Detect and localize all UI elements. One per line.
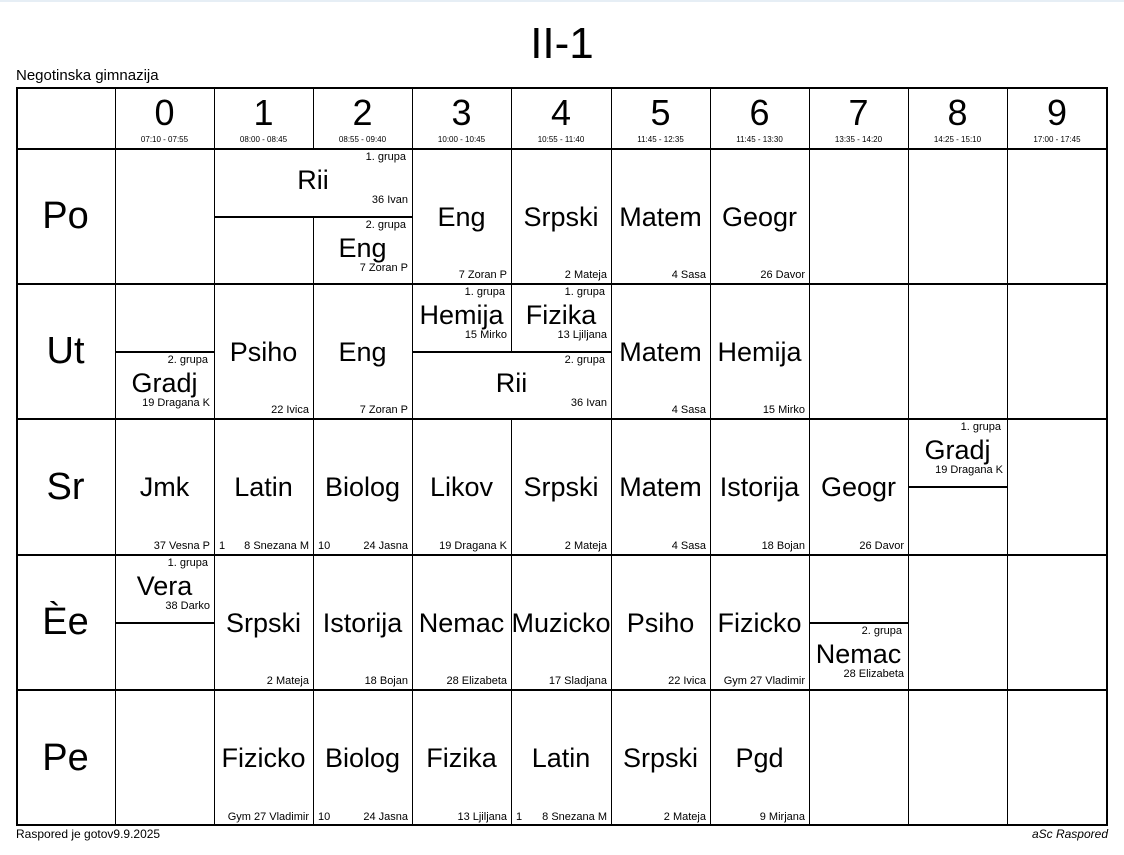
- lesson-subject: Nemac: [418, 607, 505, 638]
- lesson-subject: Psiho: [626, 607, 695, 638]
- lesson-room-teacher: 15 Mirko: [464, 329, 507, 342]
- lesson-subject: Pgd: [735, 743, 784, 773]
- lesson-subject: Gradj: [924, 435, 991, 466]
- period-number: 6: [749, 92, 770, 133]
- period-time: 10:00 - 10:45: [437, 135, 486, 144]
- period-time: 08:00 - 08:45: [239, 135, 288, 144]
- lesson-cell[interactable]: [511, 284, 611, 352]
- lesson-cell[interactable]: [809, 419, 908, 555]
- period-header-8: [908, 87, 1007, 149]
- lesson-room-teacher: 7 Zoran P: [359, 404, 408, 416]
- lesson-cell[interactable]: [908, 419, 1007, 487]
- lesson-room-teacher: 26 Davor: [760, 269, 805, 281]
- lesson-room-teacher: 7 Zoran P: [458, 269, 507, 281]
- grid-col-line: [1007, 87, 1008, 826]
- lesson-cell[interactable]: [214, 149, 412, 217]
- lesson-room-teacher: Gym 27 Vladimir: [723, 675, 805, 687]
- lesson-room-teacher: 15 Mirko: [762, 404, 805, 416]
- lesson-group: 2. grupa: [167, 354, 208, 366]
- period-number: 2: [352, 92, 373, 133]
- period-number: 0: [154, 92, 175, 133]
- lesson-subject: Istorija: [322, 607, 403, 638]
- lesson-room-teacher: 2 Mateja: [564, 540, 607, 552]
- period-header-5: [611, 87, 710, 149]
- lesson-cell[interactable]: [214, 284, 313, 419]
- lesson-subject: Eng: [338, 232, 387, 263]
- period-number: 5: [650, 92, 671, 133]
- lesson-subject: Fizicko: [221, 743, 306, 773]
- lesson-cell[interactable]: [710, 690, 809, 826]
- lesson-cell[interactable]: [313, 217, 412, 284]
- lesson-room-teacher: 2 Mateja: [266, 675, 309, 687]
- lesson-cell[interactable]: [115, 419, 214, 555]
- lesson-group: 1. grupa: [960, 421, 1001, 433]
- period-header-3: [412, 87, 511, 149]
- lesson-subject: Muzicko: [511, 607, 611, 638]
- lesson-subject: Jmk: [139, 472, 190, 502]
- timetable-grid: [16, 87, 1108, 828]
- lesson-subject: Matem: [619, 201, 702, 232]
- lesson-room-teacher: 37 Vesna P: [153, 540, 210, 552]
- lesson-group: 2. grupa: [564, 354, 605, 366]
- period-number: 7: [848, 92, 869, 133]
- lesson-cell[interactable]: [115, 352, 214, 419]
- lesson-group-number: 10: [318, 811, 331, 823]
- lesson-subject: Eng: [338, 336, 387, 367]
- period-time: 13:35 - 14:20: [834, 135, 883, 144]
- lesson-cell[interactable]: [313, 284, 412, 419]
- day-label-2: Sr: [46, 465, 85, 508]
- lesson-cell[interactable]: [412, 284, 511, 352]
- lesson-room-teacher: 4 Sasa: [671, 540, 706, 552]
- lesson-subject: Istorija: [719, 472, 800, 502]
- day-label-4: Pe: [42, 736, 89, 779]
- lesson-cell[interactable]: [611, 284, 710, 419]
- lesson-room-teacher: 36 Ivan: [570, 396, 607, 409]
- lesson-cell[interactable]: [511, 555, 611, 690]
- grid-col-line: [16, 87, 18, 826]
- page-title: II-1: [530, 19, 594, 68]
- lesson-room-teacher: 2 Mateja: [564, 269, 607, 281]
- lesson-room-teacher: 28 Elizabeta: [843, 667, 904, 680]
- period-header-7: [809, 87, 908, 149]
- lesson-room-teacher: 22 Ivica: [271, 404, 309, 416]
- lesson-room-teacher: 13 Ljiljana: [557, 329, 607, 342]
- grid-row-line: [16, 87, 1108, 89]
- top-border: [0, 0, 1124, 2]
- footer-generated-date: Raspored je gotov9.9.2025: [16, 827, 161, 841]
- lesson-subject: Rii: [495, 367, 528, 398]
- lesson-subject: Matem: [619, 336, 702, 367]
- school-name: Negotinska gimnazija: [16, 67, 159, 84]
- lesson-cell[interactable]: [611, 690, 710, 826]
- lesson-cell[interactable]: [214, 419, 313, 555]
- period-header-1: [214, 87, 313, 149]
- lesson-room-teacher: 18 Bojan: [761, 540, 805, 552]
- lesson-subject: Vera: [136, 571, 193, 602]
- period-number: 4: [550, 92, 572, 133]
- lesson-subject: Rii: [297, 165, 329, 196]
- period-time: 17:00 - 17:45: [1033, 135, 1081, 144]
- period-header-4: [511, 87, 611, 149]
- lesson-subject: Geogr: [820, 472, 897, 502]
- lesson-room-teacher: 9 Mirjana: [759, 811, 805, 823]
- lesson-subject: Eng: [437, 201, 486, 232]
- lesson-group: 1. grupa: [365, 151, 406, 163]
- grid-col-line: [1106, 87, 1108, 826]
- lesson-cell[interactable]: [511, 690, 611, 826]
- lesson-room-teacher: 38 Darko: [165, 600, 210, 613]
- lesson-cell[interactable]: [611, 149, 710, 284]
- lesson-cell[interactable]: [313, 555, 412, 690]
- lesson-room-teacher: 24 Jasna: [363, 540, 408, 552]
- lesson-subject: Biolog: [324, 743, 401, 773]
- lesson-subject: Gradj: [131, 367, 198, 398]
- lesson-cell[interactable]: [511, 419, 611, 555]
- period-header-6: [710, 87, 809, 149]
- lesson-cell[interactable]: [412, 149, 511, 284]
- lesson-group-number: 1: [219, 540, 226, 552]
- lesson-cell[interactable]: [412, 555, 511, 690]
- lesson-cell[interactable]: [412, 352, 611, 419]
- lesson-subject: Srpski: [225, 607, 301, 638]
- lesson-subject: Geogr: [721, 201, 798, 232]
- lesson-cell[interactable]: [313, 419, 412, 555]
- lesson-cell[interactable]: [710, 284, 809, 419]
- lesson-group: 1. grupa: [464, 286, 505, 298]
- lesson-cell[interactable]: [214, 555, 313, 690]
- period-number: 8: [947, 92, 968, 133]
- lesson-room-teacher: 13 Ljiljana: [457, 811, 507, 823]
- lesson-subject: Srpski: [622, 743, 698, 773]
- lesson-cell[interactable]: [809, 623, 908, 690]
- lesson-room-teacher: 8 Snezana M: [244, 540, 309, 552]
- period-time: 14:25 - 15:10: [933, 135, 982, 144]
- footer-app-name: aSc Raspored: [1031, 827, 1108, 841]
- lesson-subject: Biolog: [324, 472, 401, 502]
- lesson-room-teacher: 36 Ivan: [371, 194, 408, 207]
- lesson-group: 1. grupa: [167, 557, 208, 569]
- period-number: 1: [253, 92, 274, 133]
- period-time: 11:45 - 13:30: [736, 135, 783, 144]
- lesson-subject: Psiho: [229, 336, 298, 367]
- period-time: 11:45 - 12:35: [637, 135, 684, 144]
- lesson-room-teacher: 4 Sasa: [671, 269, 706, 281]
- lesson-room-teacher: 8 Snezana M: [542, 811, 607, 823]
- lesson-room-teacher: 18 Bojan: [364, 675, 408, 687]
- lesson-subject: Latin: [234, 472, 293, 502]
- lesson-cell[interactable]: [511, 149, 611, 284]
- lesson-cell[interactable]: [710, 555, 809, 690]
- lesson-cell[interactable]: [412, 690, 511, 826]
- lesson-cell[interactable]: [115, 555, 214, 623]
- lesson-room-teacher: 4 Sasa: [671, 404, 706, 416]
- lesson-group-number: 10: [318, 540, 331, 552]
- lesson-cell[interactable]: [313, 690, 412, 826]
- day-label-3: Èe: [42, 601, 89, 643]
- lesson-room-teacher: 2 Mateja: [663, 811, 706, 823]
- period-header-9: [1007, 87, 1107, 149]
- lesson-room-teacher: 19 Dragana K: [142, 396, 210, 409]
- period-number: 3: [451, 92, 472, 133]
- lesson-subject: Hemija: [419, 300, 504, 331]
- lesson-room-teacher: 19 Dragana K: [935, 464, 1003, 477]
- lesson-subject: Srpski: [523, 472, 599, 502]
- lesson-room-teacher: 17 Sladjana: [548, 675, 607, 687]
- lesson-subject: Nemac: [815, 638, 902, 669]
- lesson-group: 2. grupa: [861, 625, 902, 637]
- lesson-room-teacher: 26 Davor: [859, 540, 904, 552]
- lesson-room-teacher: 22 Ivica: [668, 675, 706, 687]
- period-header-0: [115, 87, 214, 149]
- period-number: 9: [1046, 92, 1068, 133]
- lesson-cell[interactable]: [611, 419, 710, 555]
- lesson-room-teacher: 24 Jasna: [363, 811, 408, 823]
- lesson-group: 1. grupa: [564, 286, 605, 298]
- lesson-room-teacher: 19 Dragana K: [439, 540, 507, 552]
- lesson-cell[interactable]: [611, 555, 710, 690]
- lesson-subject: Srpski: [523, 201, 599, 232]
- lesson-cell[interactable]: [412, 419, 511, 555]
- lesson-cell[interactable]: [214, 690, 313, 826]
- lesson-group: 2. grupa: [365, 219, 406, 231]
- lesson-room-teacher: 28 Elizabeta: [446, 675, 507, 687]
- day-label-0: Po: [42, 195, 89, 237]
- lesson-room-teacher: Gym 27 Vladimir: [227, 811, 309, 823]
- lesson-cell[interactable]: [710, 419, 809, 555]
- lesson-subject: Fizika: [426, 743, 497, 773]
- lesson-subject: Likov: [429, 472, 494, 502]
- period-time: 07:10 - 07:55: [140, 135, 189, 144]
- period-time: 08:55 - 09:40: [338, 135, 387, 144]
- period-header-2: [313, 87, 412, 149]
- lesson-subject: Fizika: [525, 300, 597, 331]
- lesson-subject: Latin: [531, 743, 591, 773]
- lesson-room-teacher: 7 Zoran P: [359, 261, 408, 274]
- day-label-1: Ut: [46, 330, 85, 372]
- lesson-subject: Matem: [619, 472, 702, 502]
- period-time: 10:55 - 11:40: [537, 135, 585, 144]
- lesson-cell[interactable]: [710, 149, 809, 284]
- lesson-subject: Fizicko: [717, 607, 802, 638]
- lesson-group-number: 1: [516, 811, 523, 823]
- lesson-subject: Hemija: [717, 336, 802, 367]
